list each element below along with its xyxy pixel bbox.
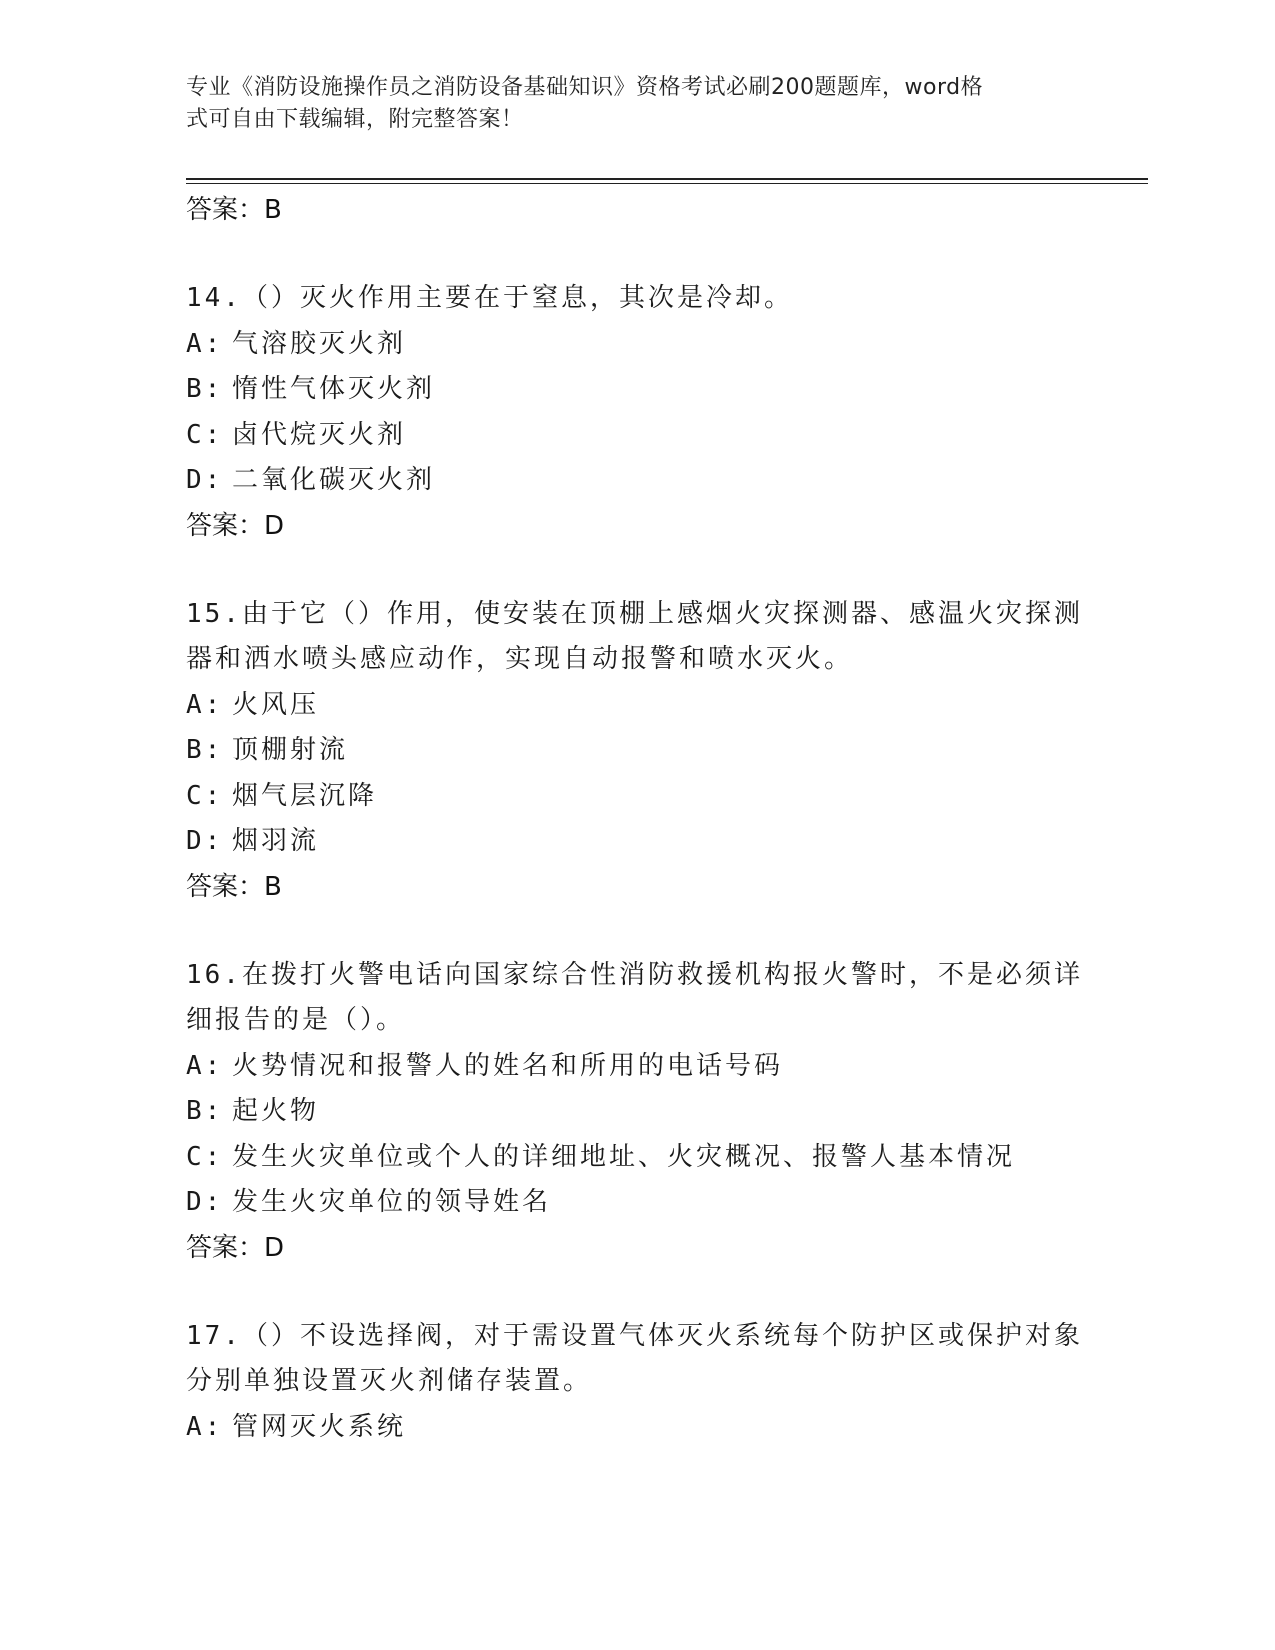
option-d [186,458,1086,504]
option-a [186,1405,1086,1451]
question-text-continued: 细报告的是（）。 [186,1005,406,1035]
option-letter: B: [186,374,224,404]
option-text: 发生火灾单位或个人的详细地址、火灾概况、报警人基本情况 [232,1141,1016,1172]
option-letter: C: [186,1141,224,1172]
option-letter: C: [186,419,224,450]
question-block [186,953,1086,1271]
spacer [186,233,1086,276]
answer-line: 答案：D [186,1232,285,1263]
option-c [186,1135,1086,1181]
spacer [186,1271,1086,1314]
question-block [186,592,1086,910]
answer-line: 答案：B [186,195,282,225]
question-text-continued: 器和洒水喷头感应动作，实现自动报警和喷水灭火。 [186,644,854,674]
option-letter: D: [186,1187,224,1217]
spacer [186,549,1086,592]
question-block [186,276,1086,549]
option-b [186,367,1086,413]
question-block [186,1314,1086,1451]
option-letter: B: [186,735,224,765]
option-text: 火风压 [232,689,320,720]
option-b [186,1089,1086,1135]
question-text: 17.（）不设选择阀，对于需设置气体灭火系统每个防护区或保护对象 [186,1320,1083,1351]
option-b [186,728,1086,774]
option-c [186,774,1086,820]
option-text: 火势情况和报警人的姓名和所用的电话号码 [232,1050,784,1081]
option-text: 烟羽流 [232,826,320,856]
header-divider [186,178,1148,184]
option-letter: C: [186,780,224,811]
option-text: 管网灭火系统 [232,1411,407,1442]
option-text: 卤代烷灭火剂 [232,419,407,450]
option-letter: A: [186,328,224,359]
option-text: 发生火灾单位的领导姓名 [232,1187,552,1217]
option-a [186,322,1086,368]
question-text-continued: 分别单独设置灭火剂储存装置。 [186,1366,593,1396]
option-c [186,413,1086,459]
option-text: 起火物 [232,1096,320,1126]
option-text: 顶棚射流 [232,735,349,765]
option-letter: B: [186,1096,224,1126]
header-line-2: 式可自由下载编辑，附完整答案！ [186,107,524,132]
header-line-1: 专业《消防设施操作员之消防设备基础知识》资格考试必刷200题题库，word格 [186,75,984,100]
option-letter: A: [186,1411,224,1442]
spacer [186,910,1086,953]
option-text: 惰性气体灭火剂 [232,374,436,404]
option-text: 二氧化碳灭火剂 [232,465,436,495]
option-letter: D: [186,826,224,856]
option-d [186,1180,1086,1226]
answer-line: 答案：B [186,871,282,902]
question-text: 14.（）灭火作用主要在于窒息，其次是冷却。 [186,283,793,313]
option-text: 烟气层沉降 [232,780,378,811]
option-text: 气溶胶灭火剂 [232,328,407,359]
option-d [186,819,1086,865]
option-letter: A: [186,1050,224,1081]
question-text: 16.在拨打火警电话向国家综合性消防救援机构报火警时，不是必须详 [186,959,1083,990]
option-a [186,1044,1086,1090]
document-header [186,72,1066,136]
option-a [186,683,1086,729]
option-letter: A: [186,689,224,720]
question-content [186,188,1086,1450]
option-letter: D: [186,465,224,495]
answer-line: 答案：D [186,510,285,541]
question-text: 15.由于它（）作用，使安装在顶棚上感烟火灾探测器、感温火灾探测 [186,598,1083,629]
